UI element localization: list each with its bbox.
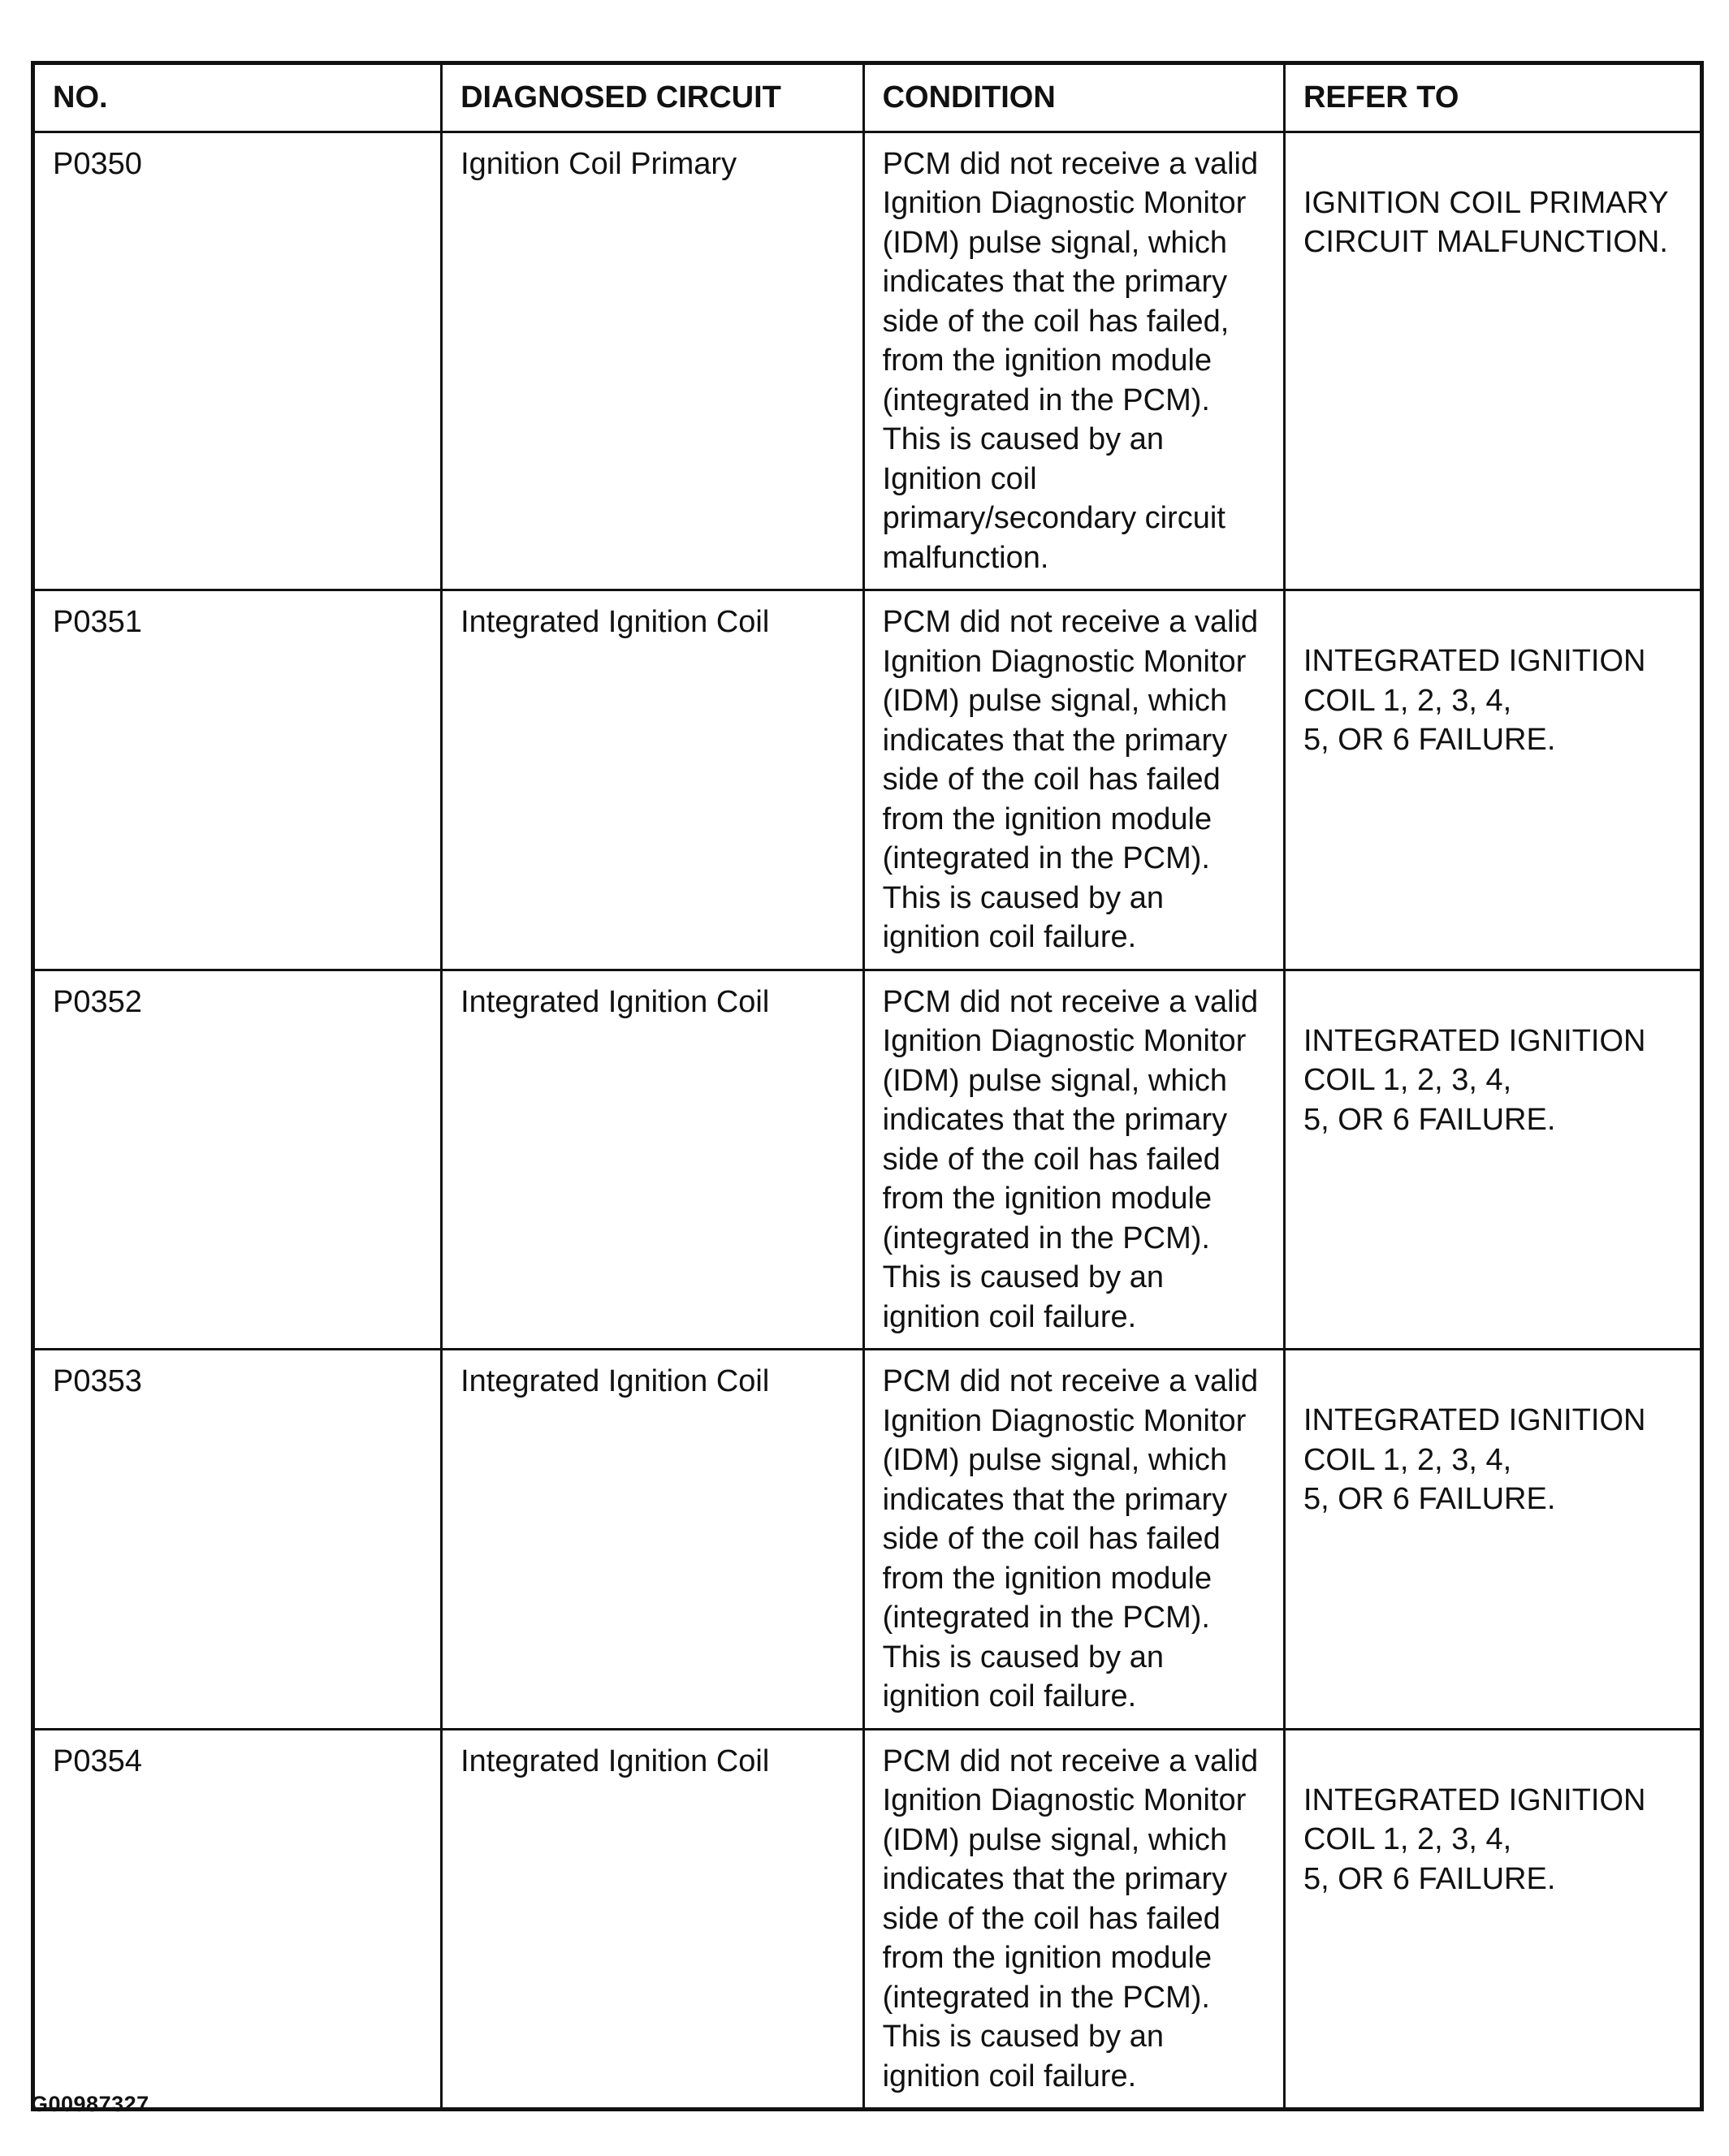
header-refer-to: REFER TO bbox=[1284, 63, 1701, 132]
cell-code: P0352 bbox=[33, 970, 442, 1350]
cell-code: P0350 bbox=[33, 132, 442, 590]
table-header bbox=[33, 63, 1702, 132]
condition-text: PCM did not receive a valid Ignition Diagnostic Monitor (IDM) pulse signal, which indicates that the primary side of the coil has failed from the ignition module (integrated in the PCM). This is caused by an ignition coil failure. bbox=[882, 984, 1259, 1334]
condition-text: PCM did not receive a valid Ignition Diagnostic Monitor (IDM) pulse signal, which indicates that the primary side of the coil has failed from the ignition module (integrated in the PCM). This is caused by an ignition coil failure. bbox=[882, 605, 1259, 954]
condition-text: PCM did not receive a valid Ignition Diagnostic Monitor (IDM) pulse signal, which indicates that the primary side of the coil has failed from the ignition module (integrated in the PCM). This is caused by an ignition coil failure. bbox=[882, 1743, 1259, 2093]
cell-condition bbox=[863, 970, 1284, 1350]
table-row bbox=[33, 1729, 1702, 2110]
header-diagnosed-circuit: DIAGNOSED CIRCUIT bbox=[442, 63, 863, 132]
refer-text: IGNITION COIL PRIMARY CIRCUIT MALFUNCTION. bbox=[1303, 185, 1669, 259]
header-no: NO. bbox=[33, 63, 442, 132]
table-row bbox=[33, 132, 1702, 590]
header-condition: CONDITION bbox=[863, 63, 1284, 132]
dtc-table bbox=[31, 61, 1704, 2111]
refer-text: INTEGRATED IGNITION COIL 1, 2, 3, 4, 5, OR 6 FAILURE. bbox=[1303, 1023, 1646, 1137]
figure-id: G00987327 bbox=[31, 2092, 149, 2116]
table-row bbox=[33, 1350, 1702, 1730]
table-body bbox=[33, 132, 1702, 2110]
cell-condition bbox=[863, 1350, 1284, 1730]
cell-circuit: Integrated Ignition Coil bbox=[442, 1729, 863, 2110]
cell-condition bbox=[863, 1729, 1284, 2110]
header-row bbox=[33, 63, 1702, 132]
cell-code: P0354 bbox=[33, 1729, 442, 2110]
refer-text: INTEGRATED IGNITION COIL 1, 2, 3, 4, 5, OR 6 FAILURE. bbox=[1303, 1782, 1646, 1896]
cell-circuit: Ignition Coil Primary bbox=[442, 132, 863, 590]
condition-text: PCM did not receive a valid Ignition Diagnostic Monitor (IDM) pulse signal, which indicates that the primary side of the coil has failed from the ignition module (integrated in the PCM). This is caused by an ignition coil failure. bbox=[882, 1364, 1259, 1713]
refer-text: INTEGRATED IGNITION COIL 1, 2, 3, 4, 5, OR 6 FAILURE. bbox=[1303, 644, 1646, 757]
cell-condition bbox=[863, 132, 1284, 590]
cell-code: P0351 bbox=[33, 590, 442, 970]
table-row bbox=[33, 590, 1702, 970]
cell-refer bbox=[1284, 970, 1701, 1350]
cell-refer bbox=[1284, 1729, 1701, 2110]
cell-refer bbox=[1284, 132, 1701, 590]
cell-condition bbox=[863, 590, 1284, 970]
refer-text: INTEGRATED IGNITION COIL 1, 2, 3, 4, 5, OR 6 FAILURE. bbox=[1303, 1403, 1646, 1516]
condition-text: PCM did not receive a valid Ignition Diagnostic Monitor (IDM) pulse signal, which indicates that the primary side of the coil has failed, from the ignition module (integrated in the PCM). This is caused by an Ignition coil primary/secondary circuit malfunction. bbox=[882, 146, 1259, 575]
cell-refer bbox=[1284, 590, 1701, 970]
cell-circuit: Integrated Ignition Coil bbox=[442, 970, 863, 1350]
cell-circuit: Integrated Ignition Coil bbox=[442, 1350, 863, 1730]
cell-code: P0353 bbox=[33, 1350, 442, 1730]
cell-refer bbox=[1284, 1350, 1701, 1730]
cell-circuit: Integrated Ignition Coil bbox=[442, 590, 863, 970]
table-row bbox=[33, 970, 1702, 1350]
